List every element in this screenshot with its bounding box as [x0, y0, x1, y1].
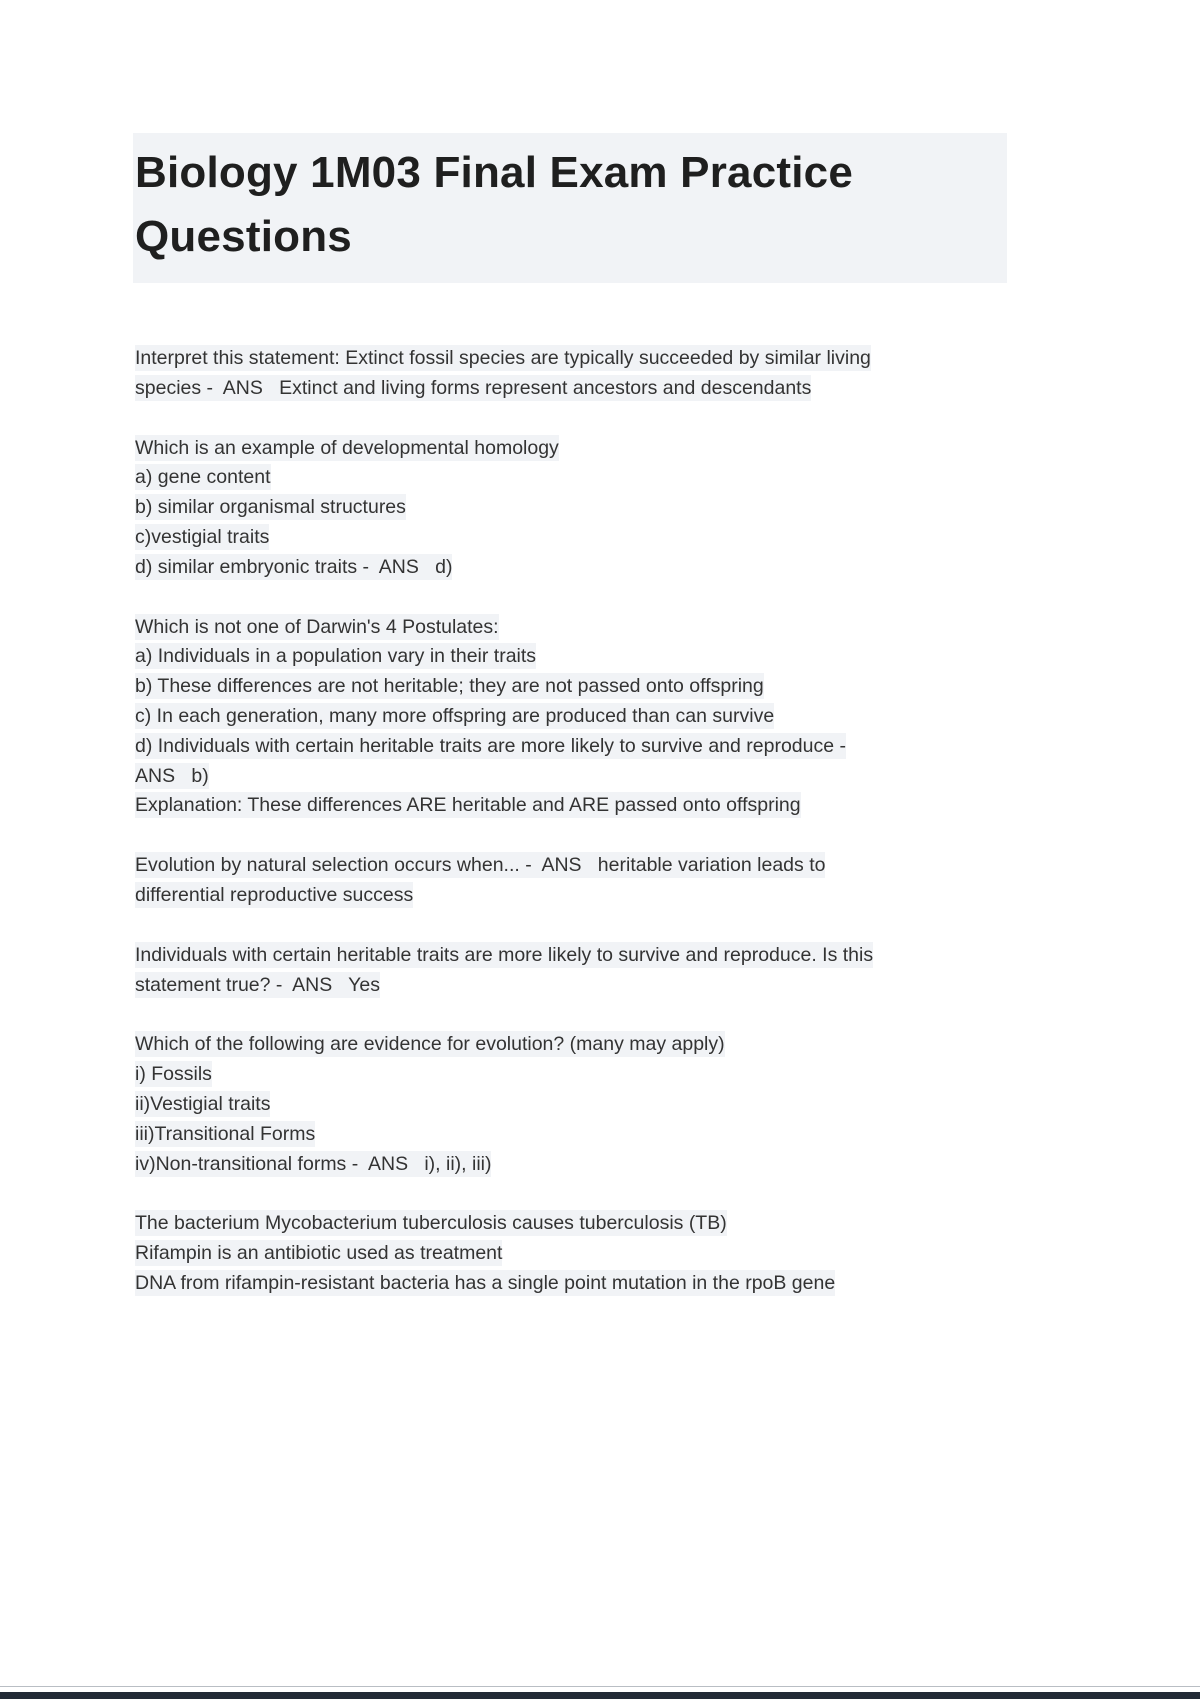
- divider-thick-line: [0, 1692, 1200, 1699]
- highlighted-text: species - ANS Extinct and living forms represent ancestors and descendants: [135, 376, 812, 399]
- text-line: [135, 1239, 1015, 1269]
- text-line: [135, 762, 1015, 792]
- highlighted-text: a) Individuals in a population vary in their traits: [135, 645, 537, 668]
- highlighted-text: Which is an example of developmental homology: [135, 436, 559, 459]
- highlighted-text: d) similar embryonic traits - ANS d): [135, 555, 453, 578]
- highlighted-text: c) In each generation, many more offspring are produced than can survive: [135, 704, 775, 727]
- highlighted-text: ANS b): [135, 764, 209, 787]
- text-line: [135, 463, 1015, 493]
- divider-thin-line: [0, 1686, 1200, 1687]
- highlighted-text: Interpret this statement: Extinct fossil species are typically succeeded by similar living: [135, 347, 871, 369]
- highlighted-text: Evolution by natural selection occurs when... - ANS heritable variation leads to: [135, 854, 826, 877]
- page-bottom-divider: [0, 1686, 1200, 1700]
- highlighted-text: iii)Transitional Forms: [135, 1122, 316, 1145]
- document-content: [135, 344, 1015, 1329]
- highlighted-text: ii)Vestigial traits: [135, 1092, 271, 1115]
- text-line: [135, 732, 1015, 762]
- text-line: [135, 1120, 1015, 1150]
- qa-block: [135, 941, 1015, 1001]
- highlighted-text: Individuals with certain heritable traits are more likely to survive and reproduce. Is this: [135, 943, 874, 966]
- text-line: [135, 971, 1015, 1001]
- highlighted-text: d) Individuals with certain heritable traits are more likely to survive and reproduce -: [135, 734, 846, 757]
- text-line: [135, 1269, 1015, 1299]
- text-line: [135, 791, 1015, 821]
- highlighted-text: differential reproductive success: [135, 883, 414, 906]
- highlighted-text: c)vestigial traits: [135, 525, 270, 548]
- highlighted-text: b) similar organismal structures: [135, 496, 406, 519]
- qa-block: [135, 1030, 1015, 1179]
- text-line: [135, 941, 1015, 971]
- highlighted-text: DNA from rifampin-resistant bacteria has a single point mutation in the rpoB gene: [135, 1271, 836, 1294]
- qa-block: [135, 1209, 1015, 1298]
- qa-block: [135, 613, 1015, 822]
- qa-block: [135, 434, 1015, 583]
- highlighted-text: The bacterium Mycobacterium tuberculosis causes tuberculosis (TB): [135, 1212, 727, 1235]
- document-title: [133, 133, 1007, 283]
- text-line: [135, 374, 1015, 404]
- text-line: [135, 344, 1015, 374]
- title-line-1: Biology 1M03 Final Exam Practice: [135, 148, 854, 197]
- highlighted-text: i) Fossils: [135, 1063, 212, 1086]
- text-line: [135, 672, 1015, 702]
- text-line: [135, 1209, 1015, 1239]
- highlighted-text: Rifampin is an antibiotic used as treatment: [135, 1242, 503, 1265]
- highlighted-text: b) These differences are not heritable; they are not passed onto offspring: [135, 675, 764, 698]
- highlighted-text: iv)Non-transitional forms - ANS i), ii), iii): [135, 1152, 492, 1175]
- highlighted-text: statement true? - ANS Yes: [135, 973, 380, 996]
- text-line: [135, 702, 1015, 732]
- text-line: [135, 851, 1015, 881]
- text-line: [135, 1150, 1015, 1180]
- title-line-2: Questions: [135, 212, 352, 261]
- qa-block: [135, 851, 1015, 911]
- text-line: [135, 1060, 1015, 1090]
- text-line: [135, 642, 1015, 672]
- text-line: [135, 553, 1015, 583]
- text-line: [135, 493, 1015, 523]
- text-line: [135, 881, 1015, 911]
- highlighted-text: Explanation: These differences ARE heritable and ARE passed onto offspring: [135, 794, 801, 817]
- text-line: [135, 1090, 1015, 1120]
- text-line: [135, 613, 1015, 643]
- text-line: [135, 523, 1015, 553]
- highlighted-text: Which of the following are evidence for evolution? (many may apply): [135, 1033, 725, 1056]
- highlighted-text: Which is not one of Darwin's 4 Postulates:: [135, 615, 499, 638]
- text-line: [135, 434, 1015, 464]
- highlighted-text: a) gene content: [135, 466, 271, 489]
- text-line: [135, 1030, 1015, 1060]
- qa-block: [135, 344, 1015, 404]
